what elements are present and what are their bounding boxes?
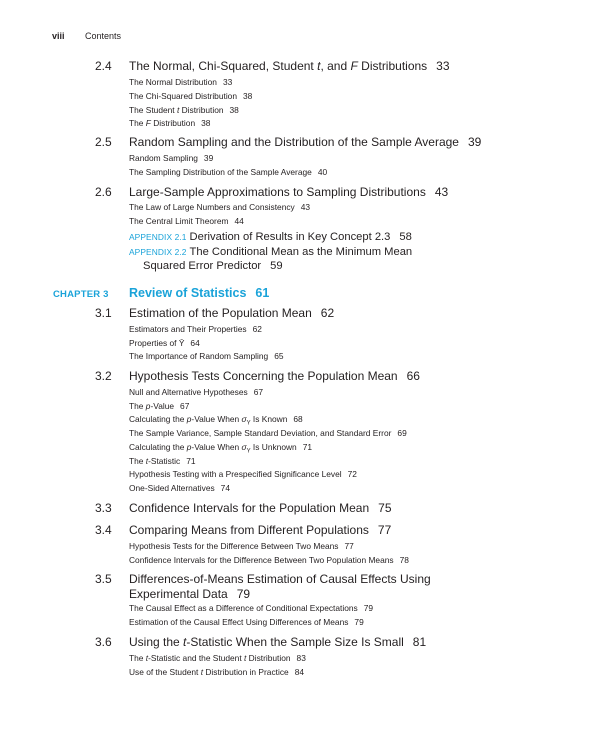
subsection-title: One-Sided Alternatives	[129, 483, 215, 493]
subsection-entry[interactable]	[129, 401, 189, 411]
subsection-title: The Central Limit Theorem	[129, 216, 229, 226]
subsection-title: -Value When	[191, 442, 242, 452]
section-number: 2.5	[95, 135, 112, 149]
subsection-title: Random Sampling	[129, 153, 198, 163]
subsection-entry[interactable]	[129, 338, 200, 348]
subsection-title: Distribution	[150, 118, 196, 128]
subsection-entry[interactable]	[129, 77, 232, 87]
page-number: 38	[243, 91, 253, 101]
section-number: 2.6	[95, 185, 112, 199]
page-number: 39	[467, 135, 482, 149]
section-title-3-2[interactable]	[129, 369, 420, 383]
title-italic: p	[186, 442, 192, 452]
sigma-symbol: σ	[241, 442, 247, 452]
section-number: 3.1	[95, 306, 112, 320]
page-number: 79	[236, 587, 251, 601]
subsection-entry[interactable]	[129, 324, 262, 334]
subsection-entry[interactable]	[129, 91, 252, 101]
title-italic: p	[186, 414, 192, 424]
page-number: 65	[274, 351, 284, 361]
title-italic: t	[145, 456, 149, 466]
title-italic: p	[145, 401, 151, 411]
subsection-title: Hypothesis Testing with a Prespecified Significance Level	[129, 469, 342, 479]
subsection-title: The	[129, 401, 146, 411]
subsection-entry[interactable]	[129, 387, 263, 397]
subsection-title: -Statistic and the Student	[148, 653, 244, 663]
title-text: -Statistic When the Sample Size Is Small	[186, 635, 404, 649]
page-number: 83	[296, 653, 306, 663]
page-number: 68	[293, 414, 303, 424]
subsection-title: -Statistic	[148, 456, 181, 466]
section-title-3-5[interactable]	[129, 572, 431, 586]
subsection-entry[interactable]	[129, 118, 210, 128]
section-title-2-5[interactable]	[129, 135, 481, 149]
subsection-title: Distribution in Practice	[203, 667, 289, 677]
page-number: 74	[220, 483, 230, 493]
section-title-3-1[interactable]	[129, 306, 334, 320]
page-number: 38	[201, 118, 211, 128]
subsection-entry[interactable]	[129, 667, 304, 677]
subsection-entry[interactable]	[129, 555, 409, 565]
subsection-title: Use of the Student	[129, 667, 201, 677]
section-number: 3.5	[95, 572, 112, 586]
subsection-title: Is Unknown	[250, 442, 297, 452]
appendix-title: The Conditional Mean as the Minimum Mean	[189, 246, 413, 258]
section-title-3-3[interactable]	[129, 501, 392, 515]
page-number: 58	[399, 231, 412, 243]
page-number: 78	[399, 555, 409, 565]
subsection-title: The Sampling Distribution of the Sample Average	[129, 167, 312, 177]
subsection-title: Estimation of the Causal Effect Using Differences of Means	[129, 617, 349, 627]
subsection-title: -Value	[150, 401, 175, 411]
running-header	[52, 31, 121, 41]
subsection-title: Distribution	[246, 653, 291, 663]
page-number: 43	[300, 202, 311, 212]
subsection-title: The	[129, 456, 146, 466]
appendix-2-2-continued[interactable]	[143, 260, 283, 272]
subsection-title: Is Known	[250, 414, 288, 424]
subsection-entry[interactable]	[129, 105, 239, 115]
section-title-2-6[interactable]	[129, 185, 448, 199]
subsection-entry[interactable]	[129, 483, 230, 493]
title-text: Confidence Intervals for the Population Mean	[129, 501, 370, 515]
appendix-2-2[interactable]	[129, 246, 412, 258]
appendix-2-1[interactable]	[129, 231, 412, 243]
page-number: 62	[252, 324, 262, 334]
title-text: Hypothesis Tests Concerning the Population Mean	[129, 369, 398, 383]
section-title-3-4[interactable]	[129, 523, 391, 537]
page-number: 33	[436, 59, 450, 73]
page-number: 61	[255, 286, 270, 300]
subsection-title: The Causal Effect as a Difference of Conditional Expectations	[129, 603, 358, 613]
title-text: , and	[320, 59, 351, 73]
page-number: 72	[347, 469, 357, 479]
appendix-title: Derivation of Results in Key Concept 2.3	[189, 231, 391, 243]
chapter-label: CHAPTER 3	[53, 289, 109, 300]
title-text: Differences-of-Means Estimation of Causal Effects Using	[129, 572, 431, 586]
page-number: 40	[317, 167, 328, 177]
subsection-title: The	[129, 653, 146, 663]
section-number: 3.2	[95, 369, 112, 383]
page-number: 67	[180, 401, 190, 411]
subsection-entry[interactable]	[129, 167, 327, 177]
subsection-title: The Importance of Random Sampling	[129, 351, 269, 361]
title-text: Random Sampling and the Distribution of the Sample Average	[129, 135, 459, 149]
title-text: Large-Sample Approximations to Sampling Distributions	[129, 185, 426, 199]
page-number: 62	[320, 306, 335, 320]
section-number: 3.4	[95, 523, 112, 537]
subsection-entry[interactable]	[129, 617, 364, 627]
subscript: Y	[246, 448, 251, 455]
title-italic: F	[145, 118, 151, 128]
page-number: 75	[378, 501, 392, 515]
title-italic: t	[317, 59, 321, 73]
section-number: 2.4	[95, 59, 112, 73]
page-number: 67	[253, 387, 264, 397]
subsection-title: Confidence Intervals for the Difference Between Two Population Means	[129, 555, 394, 565]
subsection-title: The Student	[129, 105, 177, 115]
page-number: 79	[354, 617, 364, 627]
title-italic: t	[145, 653, 149, 663]
page-number: 33	[222, 77, 233, 87]
appendix-title: Squared Error Predictor	[143, 260, 262, 272]
running-title: Contents	[85, 31, 122, 41]
page-number: 59	[270, 260, 283, 272]
title-italic: F	[350, 59, 358, 73]
page-number: 77	[344, 541, 354, 551]
subsection-title: The	[129, 118, 146, 128]
page-number: 81	[412, 635, 427, 649]
subsection-title: The Normal Distribution	[129, 77, 217, 87]
subsection-entry[interactable]	[129, 414, 303, 427]
subsection-title: Calculating the	[129, 442, 187, 452]
subsection-title: Null and Alternative Hypotheses	[129, 387, 248, 397]
page-number: 64	[190, 338, 200, 348]
subsection-title: Hypothesis Tests for the Difference Between Two Means	[129, 541, 339, 551]
section-title-2-4[interactable]	[129, 59, 450, 73]
page-folio: viii	[52, 31, 65, 41]
subsection-title: -Value When	[191, 414, 242, 424]
subsection-entry[interactable]	[129, 202, 310, 212]
subsection-entry[interactable]	[129, 351, 284, 361]
page-number: 66	[406, 369, 420, 383]
subsection-entry[interactable]	[129, 428, 407, 438]
page-number: 39	[203, 153, 214, 163]
subsection-entry[interactable]	[129, 456, 196, 466]
title-text: Using the	[129, 635, 184, 649]
subsection-title: Estimators and Their Properties	[129, 324, 247, 334]
subsection-title: The Law of Large Numbers and Consistency	[129, 202, 295, 212]
chapter-title-text: Review of Statistics	[129, 286, 247, 300]
page-number: 38	[229, 105, 239, 115]
sigma-symbol: σ	[241, 414, 247, 424]
page-number: 71	[302, 442, 313, 452]
subsection-title: Distribution	[179, 105, 224, 115]
section-title-3-6[interactable]	[129, 635, 426, 649]
subsection-entry[interactable]	[129, 442, 312, 455]
page-number: 44	[234, 216, 244, 226]
chapter-title[interactable]	[129, 286, 269, 300]
y-bar-symbol: Ȳ	[178, 338, 185, 348]
section-title-3-5-continued[interactable]	[129, 587, 250, 601]
subsection-entry[interactable]	[129, 541, 354, 551]
subsection-entry[interactable]	[129, 216, 244, 226]
appendix-label: APPENDIX 2.2	[129, 247, 187, 257]
title-text: Comparing Means from Different Populations	[129, 523, 369, 537]
title-italic: t	[200, 667, 204, 677]
subsection-entry[interactable]	[129, 653, 306, 663]
subsection-title: The Chi-Squared Distribution	[129, 91, 237, 101]
section-number: 3.3	[95, 501, 112, 515]
subsection-entry[interactable]	[129, 469, 357, 479]
title-text: Estimation of the Population Mean	[129, 306, 312, 320]
page-number: 84	[294, 667, 305, 677]
subsection-title: Properties of	[129, 338, 179, 348]
title-text: Experimental Data	[129, 587, 228, 601]
page-number: 69	[397, 428, 407, 438]
subsection-title: The Sample Variance, Sample Standard Deviation, and Standard Error	[129, 428, 392, 438]
appendix-label: APPENDIX 2.1	[129, 232, 187, 242]
title-text: Distributions	[357, 59, 428, 73]
page-number: 79	[363, 603, 374, 613]
title-italic: t	[244, 653, 247, 663]
title-italic: t	[183, 635, 187, 649]
section-number: 3.6	[95, 635, 112, 649]
subscript: Y	[246, 420, 251, 427]
title-italic: t	[176, 105, 180, 115]
subsection-title: Calculating the	[129, 414, 187, 424]
page-number: 71	[186, 456, 196, 466]
page-number: 77	[377, 523, 392, 537]
page-number: 43	[434, 185, 449, 199]
subsection-entry[interactable]	[129, 153, 213, 163]
title-text: The Normal, Chi-Squared, Student	[129, 59, 318, 73]
subsection-entry[interactable]	[129, 603, 373, 613]
